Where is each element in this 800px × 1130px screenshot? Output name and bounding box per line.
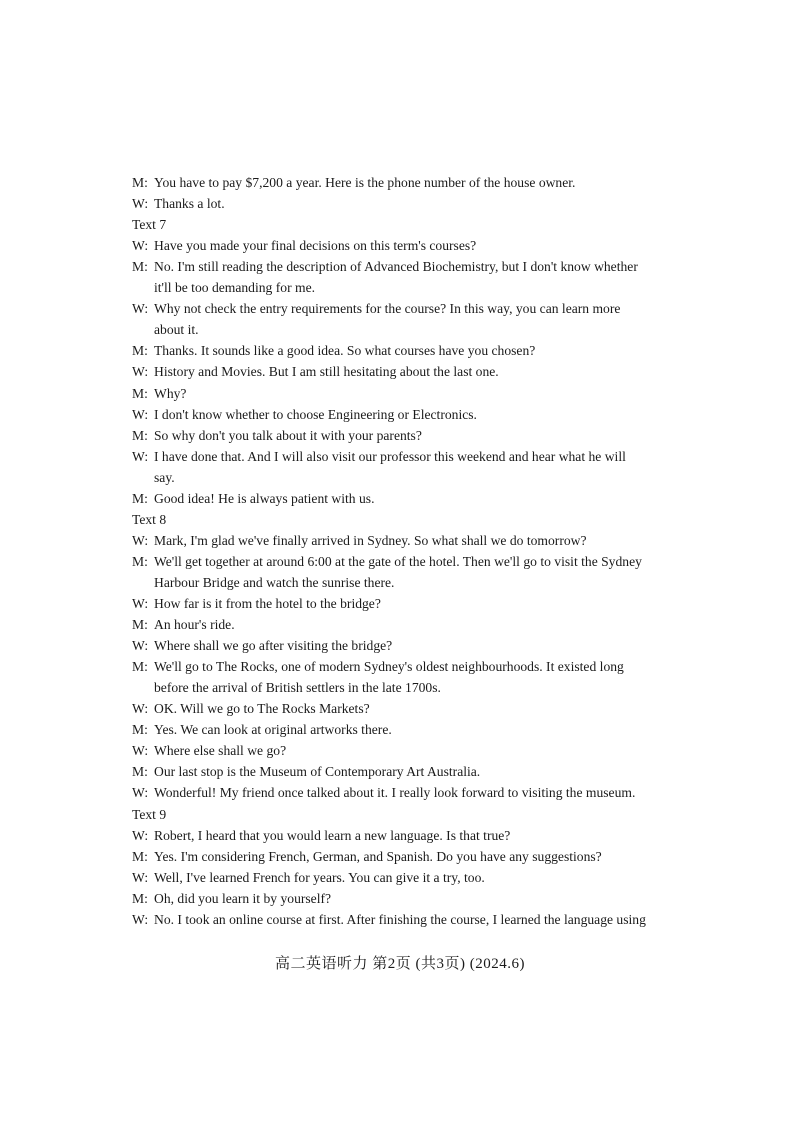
dialogue-text: You have to pay $7,200 a year. Here is the phone number of the house owner. bbox=[154, 175, 576, 190]
dialogue-text: No. I'm still reading the description of Advanced Biochemistry, but I don't know whether bbox=[154, 259, 638, 275]
dialogue-line bbox=[132, 551, 677, 572]
dialogue-line bbox=[132, 593, 677, 614]
speaker-label: M: bbox=[132, 259, 148, 275]
dialogue-continuation: before the arrival of British settlers in the late 1700s. bbox=[154, 680, 441, 696]
dialogue-line bbox=[132, 846, 677, 867]
section-heading: Text 8 bbox=[132, 511, 167, 527]
dialogue-line bbox=[132, 909, 677, 930]
dialogue-text: OK. Will we go to The Rocks Markets? bbox=[154, 701, 370, 717]
dialogue-text: We'll get together at around 6:00 at the gate of the hotel. Then we'll go to visit the Sydney bbox=[154, 553, 642, 569]
dialogue-text: Have you made your final decisions on this term's courses? bbox=[154, 238, 477, 254]
dialogue-text: Thanks. It sounds like a good idea. So what courses have you chosen? bbox=[154, 343, 536, 359]
dialogue-text: Yes. I'm considering French, German, and Spanish. Do you have any suggestions? bbox=[154, 848, 602, 864]
dialogue-text: Where shall we go after visiting the bridge? bbox=[154, 638, 393, 654]
dialogue-line bbox=[132, 193, 677, 214]
dialogue-line bbox=[132, 719, 677, 740]
dialogue-line bbox=[132, 635, 677, 656]
dialogue-continuation: it'll be too demanding for me. bbox=[154, 280, 316, 296]
dialogue-line bbox=[132, 383, 677, 404]
dialogue-text: I don't know whether to choose Engineering or Electronics. bbox=[154, 406, 477, 422]
speaker-label: W: bbox=[132, 911, 149, 927]
dialogue-line bbox=[132, 340, 677, 361]
speaker-label: M: bbox=[132, 385, 148, 401]
dialogue-text: An hour's ride. bbox=[154, 617, 235, 633]
dialogue-continuation: about it. bbox=[154, 322, 199, 338]
dialogue-text: Why not check the entry requirements for the course? In this way, you can learn more bbox=[154, 301, 621, 317]
speaker-label: W: bbox=[132, 827, 149, 843]
dialogue-line bbox=[132, 825, 677, 846]
dialogue-text: I have done that. And I will also visit our professor this weekend and hear what he will bbox=[154, 448, 626, 464]
dialogue-text: Where else shall we go? bbox=[154, 743, 287, 759]
dialogue-line bbox=[132, 404, 677, 425]
speaker-label: W: bbox=[132, 448, 149, 464]
dialogue-line bbox=[132, 425, 677, 446]
dialogue-text: Wonderful! My friend once talked about it. I really look forward to visiting the museum. bbox=[154, 785, 636, 801]
speaker-label: W: bbox=[132, 638, 149, 654]
speaker-label: W: bbox=[132, 238, 149, 254]
dialogue-line bbox=[132, 761, 677, 782]
dialogue-text: History and Movies. But I am still hesitating about the last one. bbox=[154, 364, 499, 380]
dialogue-text: Robert, I heard that you would learn a new language. Is that true? bbox=[154, 827, 511, 843]
speaker-label: M: bbox=[132, 553, 148, 569]
speaker-label: M: bbox=[132, 175, 148, 190]
section-heading: Text 9 bbox=[132, 806, 167, 822]
dialogue-text: Mark, I'm glad we've finally arrived in Sydney. So what shall we do tomorrow? bbox=[154, 532, 587, 548]
section-heading: Text 7 bbox=[132, 217, 167, 233]
speaker-label: M: bbox=[132, 848, 148, 864]
dialogue-line bbox=[132, 172, 677, 193]
dialogue-line bbox=[132, 740, 677, 761]
speaker-label: W: bbox=[132, 869, 149, 885]
dialogue-text: Oh, did you learn it by yourself? bbox=[154, 890, 332, 906]
dialogue-line bbox=[132, 298, 677, 319]
page-footer: 高二英语听力 第2页 (共3页) (2024.6) bbox=[275, 956, 525, 972]
dialogue-line bbox=[132, 446, 677, 467]
dialogue-line bbox=[132, 488, 677, 509]
dialogue-line bbox=[132, 530, 677, 551]
dialogue-text: How far is it from the hotel to the bridge? bbox=[154, 596, 381, 611]
dialogue-text: We'll go to The Rocks, one of modern Sydney's oldest neighbourhoods. It existed long bbox=[154, 659, 624, 675]
speaker-label: M: bbox=[132, 343, 148, 359]
speaker-label: M: bbox=[132, 659, 148, 675]
dialogue-line bbox=[132, 361, 677, 382]
dialogue-text: No. I took an online course at first. After finishing the course, I learned the language using bbox=[154, 911, 646, 927]
speaker-label: M: bbox=[132, 617, 148, 633]
dialogue-text: Good idea! He is always patient with us. bbox=[154, 490, 375, 506]
speaker-label: W: bbox=[132, 743, 149, 759]
dialogue-text: Thanks a lot. bbox=[154, 196, 225, 212]
dialogue-text: Yes. We can look at original artworks there. bbox=[154, 722, 392, 738]
dialogue-continuation: Harbour Bridge and watch the sunrise there. bbox=[154, 574, 395, 590]
speaker-label: M: bbox=[132, 427, 148, 443]
dialogue-text: Our last stop is the Museum of Contemporary Art Australia. bbox=[154, 764, 481, 780]
speaker-label: M: bbox=[132, 764, 148, 780]
dialogue-line bbox=[132, 235, 677, 256]
dialogue-text: Well, I've learned French for years. You can give it a try, too. bbox=[154, 869, 485, 885]
speaker-label: W: bbox=[132, 364, 149, 380]
speaker-label: W: bbox=[132, 196, 149, 212]
dialogue-line bbox=[132, 656, 677, 677]
speaker-label: W: bbox=[132, 532, 149, 548]
speaker-label: W: bbox=[132, 785, 149, 801]
dialogue-continuation: say. bbox=[154, 469, 175, 485]
speaker-label: M: bbox=[132, 490, 148, 506]
dialogue-line bbox=[132, 888, 677, 909]
dialogue-line bbox=[132, 698, 677, 719]
dialogue-line bbox=[132, 782, 677, 803]
dialogue-text: So why don't you talk about it with your parents? bbox=[154, 427, 422, 443]
speaker-label: M: bbox=[132, 722, 148, 738]
speaker-label: W: bbox=[132, 596, 149, 611]
speaker-label: W: bbox=[132, 406, 149, 422]
dialogue-line bbox=[132, 614, 677, 635]
speaker-label: W: bbox=[132, 301, 149, 317]
dialogue-line bbox=[132, 256, 677, 277]
dialogue-line bbox=[132, 867, 677, 888]
speaker-label: M: bbox=[132, 890, 148, 906]
speaker-label: W: bbox=[132, 701, 149, 717]
dialogue-text: Why? bbox=[154, 385, 187, 401]
